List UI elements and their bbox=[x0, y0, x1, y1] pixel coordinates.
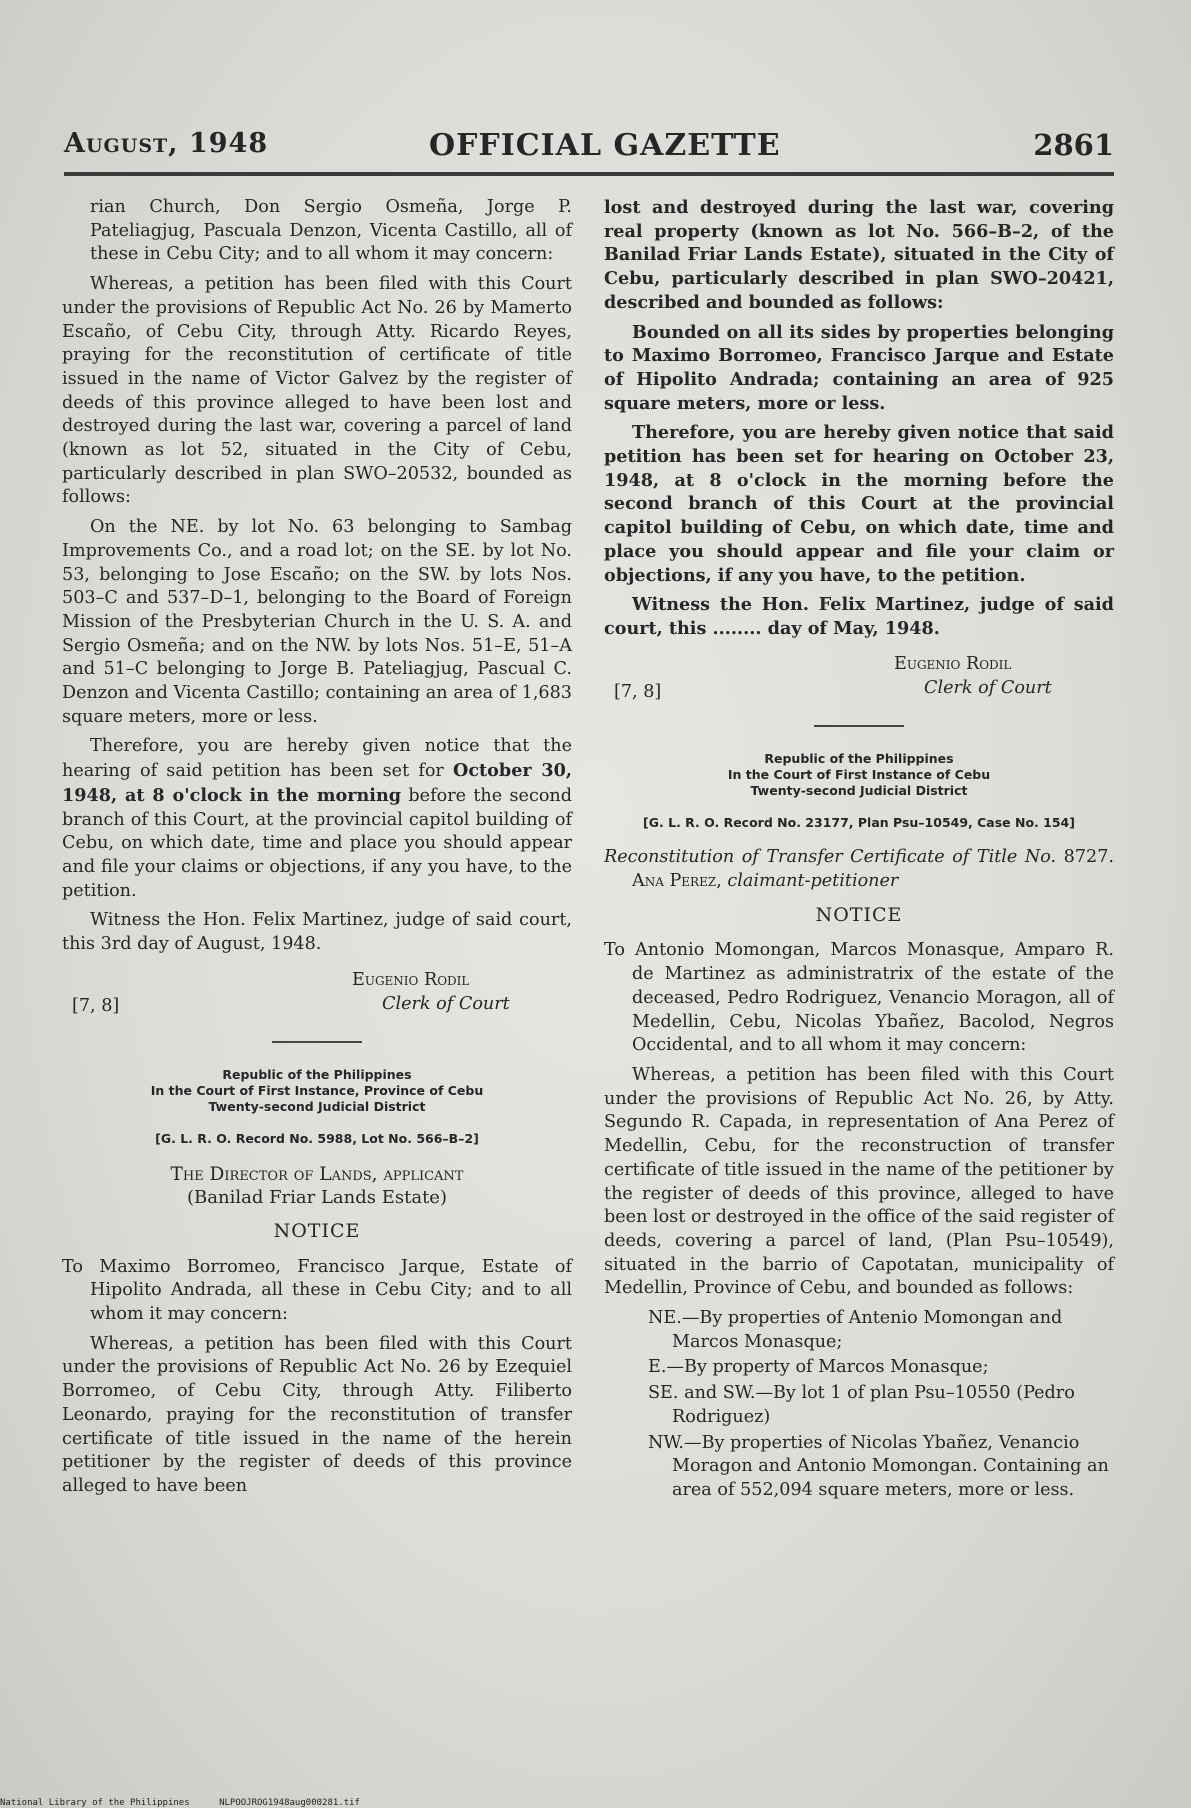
court-heading bbox=[62, 1067, 572, 1115]
notice-heading: NOTICE bbox=[273, 1219, 361, 1242]
issue-date: August, 1948 bbox=[64, 128, 269, 159]
boundary-item: SE. and SW.—By lot 1 of plan Psu–10550 (Pedro Rodriguez) bbox=[648, 1383, 1075, 1427]
right-column bbox=[604, 196, 1114, 1505]
section-divider bbox=[814, 725, 904, 727]
court-line: Twenty-second Judicial District bbox=[208, 1098, 426, 1114]
boundary-item: E.—By property of Marcos Monasque; bbox=[648, 1357, 989, 1378]
continued-paragraph: lost and destroyed during the last war, covering real property (known as lot No. 566–B–2, of the Banilad Friar Lands Estate), situated in the City of Cebu, particularly described in plan SWO–20421, described and bounded as follows: bbox=[604, 197, 1114, 313]
notice-recipients: To Antonio Momongan, Marcos Monasque, Amparo R. de Martinez as administratrix of the estate of the deceased, Pedro Rodriguez, Venancio Moragon, all of Medellin, Cebu, Nicolas Ybañez, Bacolod, Negros Occidental, and to all whom it may concern: bbox=[604, 940, 1114, 1056]
claimant-role: claimant-petitioner bbox=[727, 871, 899, 892]
witness-paragraph: Witness the Hon. Felix Martinez, judge of said court, this ........ day of May, 1948. bbox=[604, 594, 1114, 639]
publication-title: OFFICIAL GAZETTE bbox=[429, 128, 781, 163]
notice-heading: NOTICE bbox=[815, 903, 903, 926]
boundaries-paragraph: Bounded on all its sides by properties belonging to Maximo Borromeo, Francisco Jarque and Estate of Hipolito Andrada; containing an area of 925 square meters, more or less. bbox=[604, 321, 1114, 414]
section-divider bbox=[272, 1041, 362, 1043]
court-line: In the Court of First Instance of Cebu bbox=[727, 766, 991, 782]
hearing-text-b: before the second branch of this Court, at the provincial capitol building of Cebu, on which date, time and place you should appear and file your claims or objections, if any you have, to the petition. bbox=[62, 785, 573, 901]
signature-block bbox=[604, 653, 1114, 703]
signature-block bbox=[62, 969, 572, 1019]
left-column bbox=[62, 196, 572, 1505]
court-line: In the Court of First Instance, Province of Cebu bbox=[150, 1082, 484, 1098]
hearing-text-a: Therefore, you are hereby given notice that the hearing of said petition has been set for bbox=[62, 736, 572, 782]
reference-number: [7, 8] bbox=[72, 995, 120, 1016]
notice-recipients: To Maximo Borromeo, Francisco Jarque, Estate of Hipolito Andrada, all these in Cebu City; and to all whom it may concern: bbox=[62, 1256, 572, 1325]
case-title bbox=[604, 846, 1114, 893]
page-header bbox=[64, 128, 1114, 168]
signer-name: Eugenio Rodil bbox=[894, 653, 1012, 674]
boundary-item: NE.—By properties of Antenio Momongan and Marcos Monasque; bbox=[648, 1308, 1063, 1352]
court-line: Republic of the Philippines bbox=[764, 750, 954, 766]
record-line: [G. L. R. O. Record No. 23177, Plan Psu–10549, Case No. 154] bbox=[643, 814, 1075, 830]
estate-line: (Banilad Friar Lands Estate) bbox=[187, 1187, 447, 1209]
library-credit: National Library of the Philippines bbox=[0, 1798, 190, 1808]
whereas-paragraph: Whereas, a petition has been filed with this Court under the provisions of Republic Act No. 26, by Atty. Segundo R. Capada, in representation of Ana Perez of Medellin, Cebu, for the reconstruction of transfer certificate of title issued in the name of the petitioner by the register of deeds of this province, alleged to have been lost or destroyed in the office of the said register of deeds, covering a parcel of land, (Plan Psu–10549), situated in the barrio of Capotatan, municipality of Medellin, Province of Cebu, and bounded as follows: bbox=[604, 1064, 1114, 1299]
boundary-item: NW.—By properties of Nicolas Ybañez, Venancio Moragon and Antonio Momongan. Containing an area of 552,094 square meters, more or less. bbox=[648, 1432, 1109, 1500]
reference-number: [7, 8] bbox=[614, 681, 662, 702]
scan-footer bbox=[0, 1798, 384, 1808]
whereas-paragraph: Whereas, a petition has been filed with this Court under the provisions of Republic Act No. 26 by Mamerto Escaño, of Cebu City, through Atty. Ricardo Reyes, praying for the reconstitution of certificate of title issued in the name of Victor Galvez by the register of deeds of this province alleged to have been lost and destroyed during the last war, covering a parcel of land (known as lot 52, situated in the City of Cebu, particularly described in plan SWO–20532, bounded as follows: bbox=[62, 274, 572, 508]
applicant-line: The Director of Lands, applicant bbox=[170, 1163, 464, 1185]
court-heading bbox=[604, 751, 1114, 799]
file-name: NLPOOJROG1948aug000281.tif bbox=[219, 1798, 360, 1808]
notice-recipients-continued: rian Church, Don Sergio Osmeña, Jorge P. Pateliagjug, Pascuala Denzon, Vicenta Castillo, all of these in Cebu City; and to all whom it may concern: bbox=[90, 197, 572, 265]
hearing-date: October 30, 1948, at 8 o'clock in the morning bbox=[62, 760, 572, 806]
hearing-paragraph: Therefore, you are hereby given notice that said petition has been set for hearing on October 23, 1948, at 8 o'clock in the morning before the second branch of this Court at the provincial capitol building of Cebu, on which date, time and place you should appear and file your claim or objections, if any you have, to the petition. bbox=[604, 422, 1114, 586]
witness-paragraph: Witness the Hon. Felix Martinez, judge of said court, this 3rd day of August, 1948. bbox=[62, 910, 572, 955]
boundaries-paragraph: On the NE. by lot No. 63 belonging to Sambag Improvements Co., and a road lot; on the SE. by lot No. 53, belonging to Jose Escaño; on the SW. by lots Nos. 503–C and 537–D–1, belonging to the Board of Foreign Mission of the Presbyterian Church in the U. S. A. and Sergio Osmeña; and on the NW. by lots Nos. 51–E, 51–A and 51–C belonging to Jorge B. Pateliagjug, Pascual C. Denzon and Vicenta Castillo; containing an area of 1,683 square meters, more or less. bbox=[62, 517, 572, 727]
court-line: Twenty-second Judicial District bbox=[750, 782, 968, 798]
case-title-text: Reconstitution of Transfer Certificate of Title No. bbox=[604, 847, 1057, 868]
record-line: [G. L. R. O. Record No. 5988, Lot No. 566–B–2] bbox=[155, 1130, 479, 1146]
boundaries-list bbox=[604, 1307, 1114, 1503]
header-rule bbox=[64, 172, 1114, 176]
case-title-number: 8727. bbox=[1063, 847, 1115, 868]
court-line: Republic of the Philippines bbox=[222, 1066, 412, 1082]
signer-role: Clerk of Court bbox=[924, 677, 1052, 698]
signer-name: Eugenio Rodil bbox=[352, 969, 470, 990]
page-number: 2861 bbox=[1033, 128, 1114, 162]
whereas-paragraph: Whereas, a petition has been filed with this Court under the provisions of Republic Act No. 26 by Ezequiel Borromeo, of Cebu City, through Atty. Filiberto Leonardo, praying for the reconstitution of transfer certificate of title issued in the name of the herein petitioner by the register of deeds of this province alleged to have been bbox=[62, 1333, 572, 1496]
hearing-paragraph bbox=[62, 735, 572, 903]
signer-role: Clerk of Court bbox=[382, 993, 510, 1014]
claimant-name: Ana Perez, bbox=[632, 871, 722, 892]
